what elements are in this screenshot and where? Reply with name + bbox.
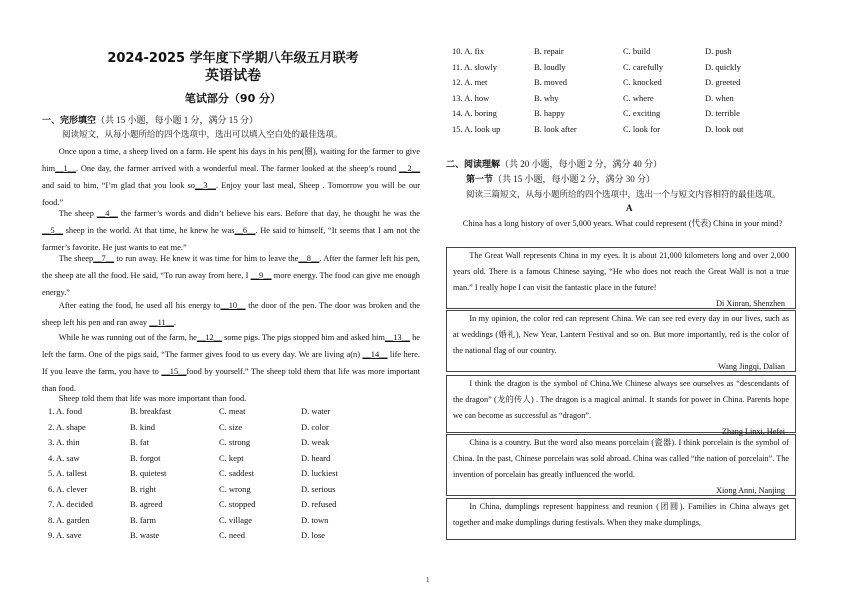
option-row bbox=[48, 406, 387, 422]
option-choice: D. luckiest bbox=[301, 468, 338, 478]
section1-direction: 阅读短文，从每小题所给的四个选项中，选出可以填入空白处的最佳选项。 bbox=[62, 129, 343, 139]
paragraph-text: . One day, the farmer arrived with a wonderful meal. The farmer looked at the sheep’s round bbox=[75, 164, 400, 173]
cloze-closing: Sheep told them that life was more important than food. bbox=[58, 394, 247, 403]
option-row bbox=[48, 437, 387, 453]
option-choice: C. size bbox=[219, 421, 243, 432]
cloze-paragraph bbox=[42, 297, 420, 331]
cloze-paragraph bbox=[42, 329, 420, 397]
option-choice: 14. A. boring bbox=[452, 108, 497, 118]
option-choice: 8. A. garden bbox=[48, 514, 90, 525]
option-choice: B. look after bbox=[534, 123, 577, 134]
cloze-blank: __7__ bbox=[93, 254, 115, 263]
cloze-blank: __14__ bbox=[362, 350, 388, 359]
page-number: 1 bbox=[426, 576, 430, 584]
paragraph-text: While he was running out of the farm, he bbox=[58, 333, 197, 342]
passage-label: A bbox=[626, 203, 633, 213]
cloze-blank: __2__ bbox=[399, 164, 420, 173]
paragraph-text: the door of the pen. The door was broken and the sheep left his pen and ran away bbox=[42, 301, 421, 327]
option-choice: C. need bbox=[219, 530, 245, 540]
option-choice: D. town bbox=[301, 514, 329, 525]
option-choice: D. greeted bbox=[705, 77, 741, 87]
option-choice: B. breakfast bbox=[130, 406, 172, 416]
option-choice: 15. A. look up bbox=[452, 123, 501, 134]
option-row bbox=[452, 62, 791, 78]
option-choice: B. repair bbox=[534, 46, 564, 56]
cloze-blank: __12__ bbox=[196, 333, 222, 342]
option-choice: C. knocked bbox=[623, 77, 662, 87]
option-row bbox=[48, 530, 387, 546]
option-choice: B. why bbox=[534, 92, 559, 103]
option-row bbox=[452, 77, 791, 93]
option-choice: 11. A. slowly bbox=[452, 61, 498, 72]
opinion-text: China is a country. But the word also means porcelain (瓷器). I think porcelain is the symbol of China. In the past, Chinese porcelain was sold abroad. China was called “the nation of porcelain”. The invention of porcelain has greatly influenced the world. bbox=[453, 438, 789, 479]
option-choice: 5. A. tallest bbox=[48, 468, 87, 478]
section2-sub-heading: 第一节（共 15 小题，每小题 2 分，满分 30 分） bbox=[466, 174, 656, 185]
option-choice: B. happy bbox=[534, 108, 565, 118]
paragraph-text: food by yourself.” The sheep told them that life was more important than food. bbox=[42, 367, 420, 393]
option-choice: 12. A. met bbox=[452, 77, 488, 87]
passage-intro: China has a long history of over 5,000 years. What could represent (代表) China in your mind? bbox=[462, 219, 783, 228]
option-choice: B. right bbox=[130, 483, 156, 494]
option-choice: D. terrible bbox=[705, 108, 740, 118]
paragraph-text: to run away. He knew it was time for him to leave the bbox=[114, 254, 299, 263]
cloze-blank: __9__ bbox=[250, 271, 272, 280]
cloze-options-left bbox=[48, 406, 387, 546]
section2-heading: 二、阅读理解（共 20 小题，每小题 2 分，满分 40 分） bbox=[446, 159, 663, 170]
cloze-blank: __13__ bbox=[384, 333, 410, 342]
option-choice: B. waste bbox=[130, 530, 160, 540]
option-choice: B. loudly bbox=[534, 61, 566, 72]
opinion-signature: Zhang Linxi, Hefei bbox=[722, 427, 785, 436]
opinion-box bbox=[446, 247, 796, 309]
paragraph-text: . Enjoy your last meal, Sheep . Tomorrow you will be our food.” bbox=[42, 181, 420, 207]
cloze-paragraph bbox=[42, 143, 420, 211]
option-choice: D. look out bbox=[705, 123, 744, 134]
option-row bbox=[48, 453, 387, 469]
cloze-blank: __3__ bbox=[194, 181, 216, 190]
option-choice: 7. A. decided bbox=[48, 499, 93, 509]
cloze-paragraph bbox=[42, 250, 420, 301]
cloze-blank: __5__ bbox=[42, 226, 63, 235]
paragraph-text: . He said to himself, “It seems that I am not the farmer’s favorite. He just wants to eat me.” bbox=[42, 226, 420, 252]
opinion-box bbox=[446, 375, 796, 436]
option-row bbox=[452, 46, 791, 62]
option-choice: D. water bbox=[301, 406, 331, 416]
cloze-blank: __10__ bbox=[220, 301, 246, 310]
option-choice: D. serious bbox=[301, 483, 336, 494]
option-choice: B. fat bbox=[130, 437, 149, 447]
option-choice: C. stopped bbox=[219, 499, 256, 509]
option-choice: C. look for bbox=[623, 123, 661, 134]
option-choice: B. quietest bbox=[130, 468, 167, 478]
option-choice: 3. A. thin bbox=[48, 437, 80, 447]
option-choice: 4. A. saw bbox=[48, 452, 80, 463]
paragraph-text: After eating the food, he used all his energy to bbox=[58, 301, 221, 310]
section1-heading: 一、完形填空（共 15 小题，每小题 1 分，满分 15 分） bbox=[42, 115, 259, 126]
option-choice: D. lose bbox=[301, 530, 326, 540]
paragraph-text: some pigs. The pigs stopped him and asked him bbox=[222, 333, 385, 342]
option-row bbox=[48, 422, 387, 438]
paragraph-text: The sheep bbox=[58, 209, 97, 218]
cloze-options-right bbox=[452, 46, 791, 139]
option-choice: C. build bbox=[623, 46, 651, 56]
option-choice: D. refused bbox=[301, 499, 337, 509]
option-choice: 13. A. how bbox=[452, 92, 490, 103]
option-row bbox=[452, 93, 791, 109]
cloze-paragraph bbox=[42, 205, 420, 256]
cloze-blank: __8__ bbox=[298, 254, 320, 263]
option-choice: C. exciting bbox=[623, 108, 661, 118]
opinion-text: In China, dumplings represent happiness and reunion (团圆). Families in China always get together and make dumplings during festivals. When they make dumplings, bbox=[453, 502, 789, 527]
option-choice: D. quickly bbox=[705, 61, 741, 72]
opinion-signature: Wang Jingqi, Dalian bbox=[718, 362, 785, 371]
paragraph-text: Once upon a time, a sheep lived on a farm. He spent his days in his pen(圈), waiting for the farmer to give him bbox=[42, 147, 420, 173]
paragraph-text: The sheep bbox=[58, 254, 94, 263]
paragraph-text: he left the farm. One of the pigs said, “The farmer gives food to us every day. We are living a(n) bbox=[42, 333, 421, 359]
option-choice: B. agreed bbox=[130, 499, 163, 509]
opinion-text: In my opinion, the color red can represent China. We can see red every day in our lives, such as at weddings (婚礼), New Year, Lantern Festival and so on. But more importantly, red is the color of the national flag of our country. bbox=[453, 314, 789, 355]
option-choice: C. where bbox=[623, 92, 654, 103]
option-choice: C. meat bbox=[219, 406, 246, 416]
option-row bbox=[48, 515, 387, 531]
paragraph-text: . After the farmer left his pen, the sheep ate all the food. He said, “To run away from here, I bbox=[42, 254, 421, 280]
cloze-blank: __4__ bbox=[96, 209, 118, 218]
option-row bbox=[48, 468, 387, 484]
opinion-text: The Great Wall represents China in my eyes. It is about 21,000 kilometers long and over 2,000 years old. There is a famous Chinese saying, “He who does not reach the Great Wall is not a true man.” I really hope I can visit the fantastic place in the future! bbox=[453, 251, 789, 292]
option-choice: C. kept bbox=[219, 452, 244, 463]
option-choice: D. heard bbox=[301, 452, 331, 463]
paragraph-text: . bbox=[174, 318, 177, 327]
paragraph-text: the farmer’s words and didn’t believe his ears. Before that day, he thought he was the bbox=[117, 209, 420, 218]
exam-subtitle: 英语试卷 bbox=[205, 68, 261, 84]
option-choice: B. forgot bbox=[130, 452, 161, 463]
option-choice: 9. A. save bbox=[48, 530, 82, 540]
option-choice: B. moved bbox=[534, 77, 568, 87]
option-choice: D. push bbox=[705, 46, 732, 56]
opinion-signature: Xiong Anni, Nanjing bbox=[716, 486, 785, 495]
exam-title: 2024-2025 学年度下学期八年级五月联考 bbox=[107, 51, 359, 66]
option-choice: 2. A. shape bbox=[48, 421, 86, 432]
paragraph-text: more energy. The food can give me enough energy.” bbox=[42, 271, 420, 297]
opinion-box bbox=[446, 434, 796, 496]
cloze-blank: __6__ bbox=[234, 226, 256, 235]
option-choice: C. wrong bbox=[219, 483, 251, 494]
option-choice: B. farm bbox=[130, 514, 156, 525]
section2-direction: 阅读三篇短文，从每小题所给的四个选项中，选出一个与短文内容相符的最佳选项。 bbox=[466, 189, 781, 199]
option-choice: 10. A. fix bbox=[452, 46, 485, 56]
option-choice: B. kind bbox=[130, 421, 156, 432]
opinion-box bbox=[446, 310, 796, 372]
option-row bbox=[452, 108, 791, 124]
option-choice: 6. A. clever bbox=[48, 483, 88, 494]
opinion-signature: Di Xinran, Shenzhen bbox=[716, 299, 785, 308]
cloze-blank: __11__ bbox=[149, 318, 175, 327]
option-choice: D. color bbox=[301, 421, 329, 432]
paragraph-text: sheep in the world. At that time, he knew he was bbox=[62, 226, 235, 235]
option-row bbox=[48, 484, 387, 500]
option-choice: C. carefully bbox=[623, 61, 664, 72]
option-choice: 1. A. food bbox=[48, 406, 82, 416]
option-row bbox=[48, 499, 387, 515]
option-choice: C. village bbox=[219, 514, 253, 525]
option-row bbox=[452, 124, 791, 140]
option-choice: D. when bbox=[705, 92, 734, 103]
part-heading: 笔试部分（90 分） bbox=[184, 92, 282, 105]
option-choice: D. weak bbox=[301, 437, 330, 447]
cloze-blank: __15__ bbox=[161, 367, 187, 376]
cloze-blank: __1__ bbox=[55, 164, 76, 173]
paragraph-text: and said to him, “I’m glad that you look so bbox=[42, 181, 195, 190]
option-choice: C. strong bbox=[219, 437, 251, 447]
option-choice: C. saddest bbox=[219, 468, 254, 478]
opinion-box bbox=[446, 498, 796, 540]
paragraph-text: life here. If you leave the farm, you have to bbox=[42, 350, 420, 376]
opinion-text: I think the dragon is the symbol of China.We Chinese always see ourselves as “descendants of the dragon” (龙的传人) . The dragon is a magical animal. It stands for power in China. Parents hope we can become as successful as “dragon”. bbox=[453, 379, 789, 420]
